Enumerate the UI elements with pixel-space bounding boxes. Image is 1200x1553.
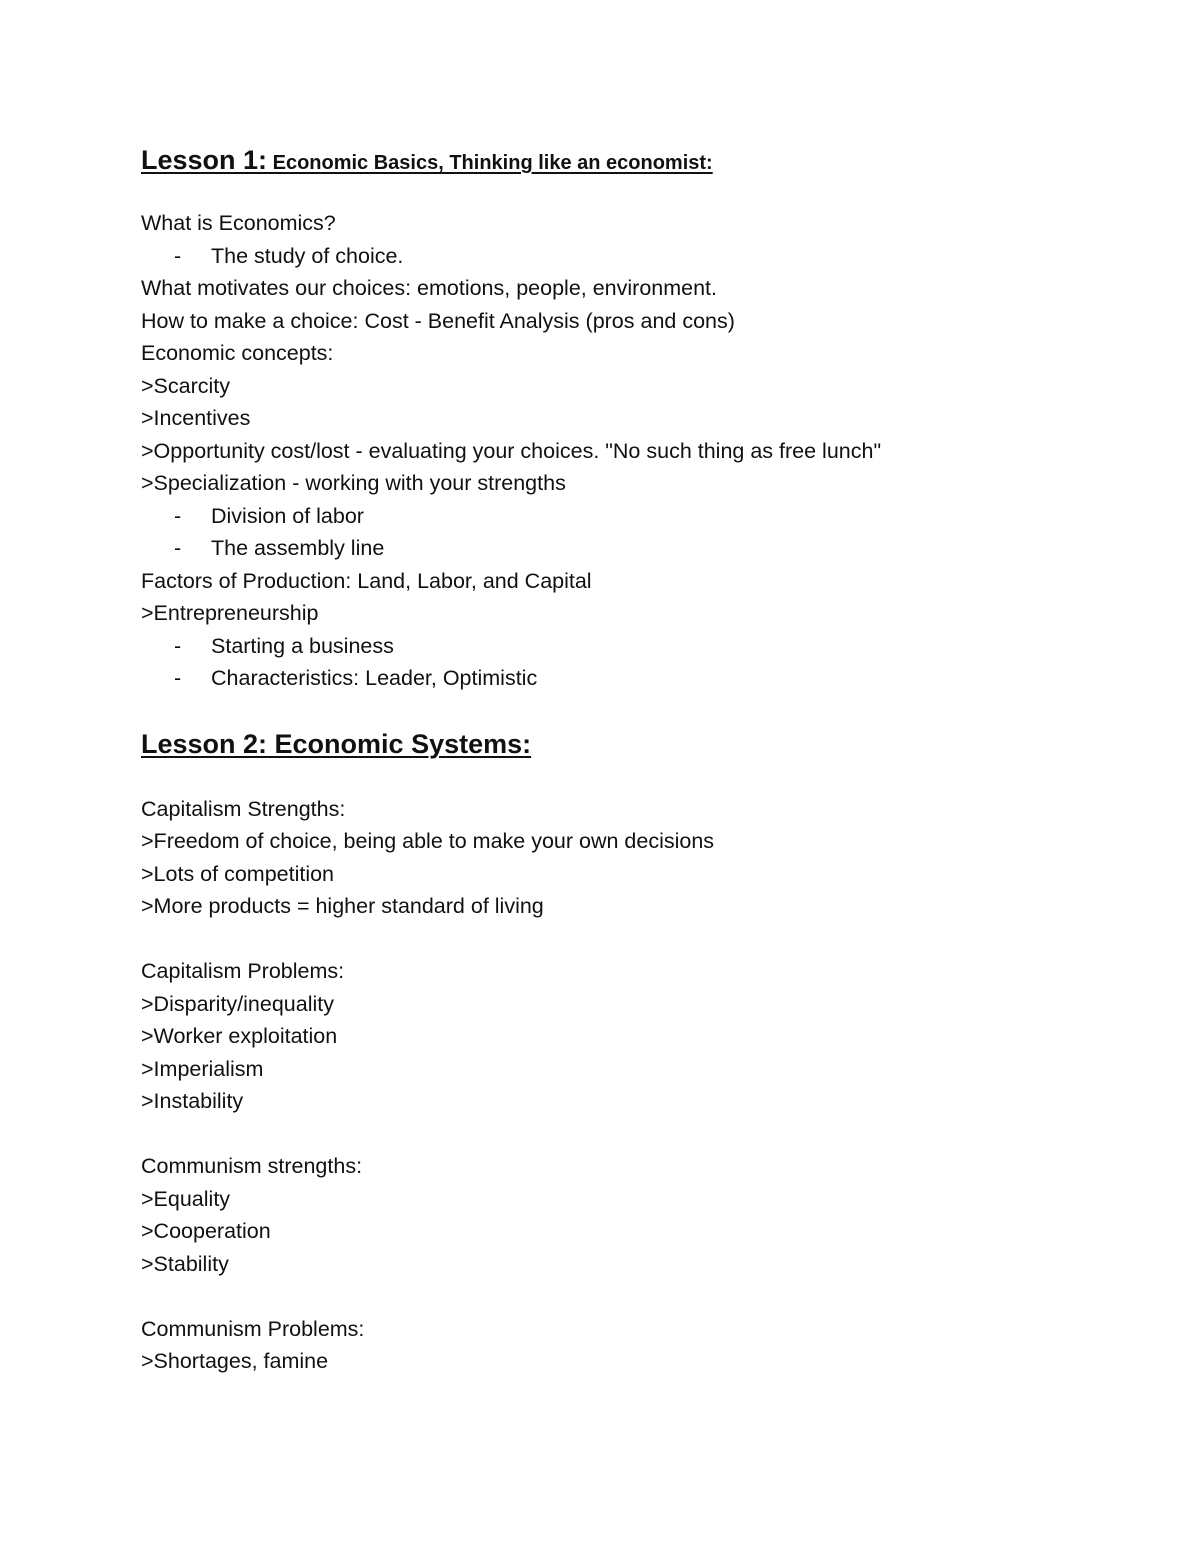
motivates-line: What motivates our choices: emotions, people, environment.	[141, 276, 718, 300]
bullet-text: The study of choice.	[211, 243, 404, 268]
list-item: >Freedom of choice, being able to make your own decisions	[141, 829, 715, 853]
bullet-assembly-line	[141, 532, 1121, 565]
economic-concepts-label: Economic concepts:	[141, 341, 334, 365]
capitalism-strengths-label: Capitalism Strengths:	[141, 796, 346, 821]
what-is-economics-line: What is Economics?	[141, 211, 336, 235]
concept-scarcity: >Scarcity	[141, 373, 231, 398]
list-item: >Lots of competition	[141, 861, 335, 886]
list-item: >More products = higher standard of living	[141, 894, 544, 918]
list-item: >Equality	[141, 1186, 231, 1211]
concept-opportunity-cost: >Opportunity cost/lost - evaluating your choices. "No such thing as free lunch"	[141, 438, 882, 463]
bullet-division-of-labor	[141, 500, 1121, 533]
bullet-text: Characteristics: Leader, Optimistic	[211, 666, 538, 690]
factors-of-production-line: Factors of Production: Land, Labor, and Capital	[141, 568, 592, 593]
concept-entrepreneurship: >Entrepreneurship	[141, 601, 319, 625]
lesson-1-heading	[141, 140, 1121, 180]
lesson-1-title-rest: Economic Basics, Thinking like an economist:	[267, 152, 713, 174]
bullet-starting-business	[141, 630, 1121, 663]
capitalism-problems-label: Capitalism Problems:	[141, 959, 345, 983]
bullet-text: The assembly line	[211, 536, 385, 560]
list-item: >Imperialism	[141, 1056, 264, 1081]
bullet-characteristics	[141, 662, 1121, 695]
lesson-2-heading: Lesson 2: Economic Systems:	[141, 728, 532, 759]
concept-incentives: >Incentives	[141, 406, 251, 430]
list-item: >Worker exploitation	[141, 1024, 338, 1048]
concept-specialization: >Specialization - working with your strengths	[141, 471, 566, 495]
bullet-text: Division of labor	[211, 503, 364, 528]
how-to-choose-line: How to make a choice: Cost - Benefit Analysis (pros and cons)	[141, 308, 735, 333]
list-item: >Instability	[141, 1089, 244, 1113]
dash-marker: -	[174, 503, 182, 528]
communism-strengths-label: Communism strengths:	[141, 1154, 363, 1178]
list-item: >Stability	[141, 1251, 229, 1276]
list-item: >Cooperation	[141, 1219, 271, 1243]
document-page	[141, 140, 1121, 1378]
list-item: >Disparity/inequality	[141, 991, 334, 1016]
lesson-1-title-prefix: Lesson 1:	[141, 145, 268, 175]
communism-problems-label: Communism Problems:	[141, 1316, 365, 1341]
bullet-study-of-choice	[141, 240, 1121, 273]
list-item: >Shortages, famine	[141, 1349, 329, 1373]
dash-marker: -	[174, 536, 182, 560]
dash-marker: -	[174, 633, 182, 658]
dash-marker: -	[174, 243, 182, 268]
bullet-text: Starting a business	[211, 633, 394, 658]
dash-marker: -	[174, 666, 182, 690]
